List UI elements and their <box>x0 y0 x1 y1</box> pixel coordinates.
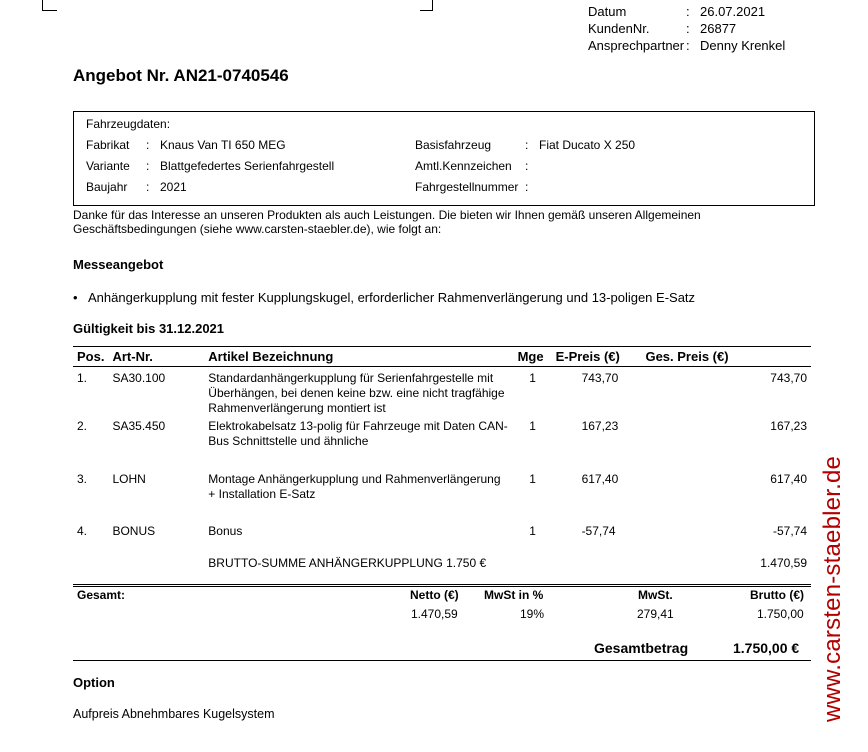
table-header-row <box>73 347 811 367</box>
items-table <box>73 346 811 578</box>
intro-text: Danke für das Interesse an unseren Produkten als auch Leistungen. Die bieten wir Ihnen gemäß unseren Allgemeinen Geschäftsbedingungen (siehe www.carsten-staebler.de), wie folgt an: <box>73 208 701 236</box>
summary-top-divider <box>73 584 811 585</box>
summary-label: Gesamt: <box>77 588 126 602</box>
vehicle-plate: Amtl.Kennzeichen : <box>415 159 529 173</box>
brutto-value: 1.750,00 <box>757 607 804 621</box>
grand-total-value: 1.750,00 € <box>733 640 800 656</box>
netto-value: 1.470,59 <box>411 607 458 621</box>
vehicle-chassis-number: Fahrgestellnummer : <box>415 180 529 194</box>
table-row: 4. BONUS Bonus 1 -57,74 -57,74 <box>77 523 807 538</box>
subtotal-label: BRUTTO-SUMME ANHÄNGERKUPPLUNG 1.750 € <box>208 555 487 570</box>
vehicle-year: Baujahr : 2021 <box>86 180 187 194</box>
col-pos: Pos. <box>73 347 108 367</box>
offer-bullet: • Anhängerkupplung mit fester Kupplungskugel, erforderlicher Rahmenverlängerung und 13-poligen E-Satz <box>73 290 696 305</box>
table-row: 1. SA30.100 Standardanhängerkupplung für Serienfahrgestelle mit Überhängen, bei denen keine bzw. eine nicht tragfähige Rahmenverlängerung montiert ist 1 743,70 743,70 <box>77 371 807 415</box>
table-row: 2. SA35.450 Elektrokabelsatz 13-polig für Fahrzeuge mit Daten CAN-Bus Schnittstelle und ähnliche 1 167,23 167,23 <box>77 418 807 448</box>
meta-customer-number: KundenNr. : 26877 <box>588 21 737 36</box>
vehicle-variant: Variante : Blattgefedertes Serienfahrgestell <box>86 159 335 173</box>
mwst-percent-label: MwSt in % <box>484 588 544 602</box>
mwst-value: 279,41 <box>637 607 674 621</box>
col-description: Artikel Bezeichnung <box>204 347 513 367</box>
offer-section-title: Messeangebot <box>73 257 164 272</box>
vehicle-data-heading: Fahrzeugdaten: <box>86 117 171 131</box>
netto-label: Netto (€) <box>410 588 459 602</box>
col-total-price: Ges. Preis (€) <box>641 347 811 367</box>
subtotal-value: 1.470,59 <box>760 555 807 570</box>
grand-total-divider <box>73 660 811 661</box>
crop-mark-right <box>420 0 433 11</box>
validity-date: Gültigkeit bis 31.12.2021 <box>73 321 225 336</box>
mwst-percent-value: 19% <box>520 607 545 621</box>
summary-top-divider-2 <box>73 586 811 587</box>
meta-contact-person: Ansprechpartner : Denny Krenkel <box>588 38 786 53</box>
option-title: Option <box>73 675 115 690</box>
website-watermark: www.carsten-staebler.de <box>819 455 846 722</box>
mwst-label: MwSt. <box>638 588 673 602</box>
option-text: Aufpreis Abnehmbares Kugelsystem <box>73 707 275 721</box>
vehicle-data-box <box>73 111 815 206</box>
col-art-nr: Art-Nr. <box>108 347 204 367</box>
vehicle-make: Fabrikat : Knaus Van TI 650 MEG <box>86 138 286 152</box>
bullet-icon: • <box>73 290 78 305</box>
document-meta <box>588 3 785 54</box>
brutto-label: Brutto (€) <box>750 588 804 602</box>
vehicle-base: Basisfahrzeug : Fiat Ducato X 250 <box>415 138 636 152</box>
col-qty: Mge <box>514 347 552 367</box>
meta-date: Datum : 26.07.2021 <box>588 4 766 19</box>
table-row: 3. LOHN Montage Anhängerkupplung und Rahmenverlängerung + Installation E-Satz 1 617,40 617,40 <box>77 471 807 501</box>
col-unit-price: E-Preis (€) <box>552 347 642 367</box>
offer-title: Angebot Nr. AN21-0740546 <box>73 66 289 85</box>
crop-mark-left <box>42 0 57 11</box>
subtotal-row <box>73 556 811 578</box>
grand-total-label: Gesamtbetrag <box>594 640 689 656</box>
